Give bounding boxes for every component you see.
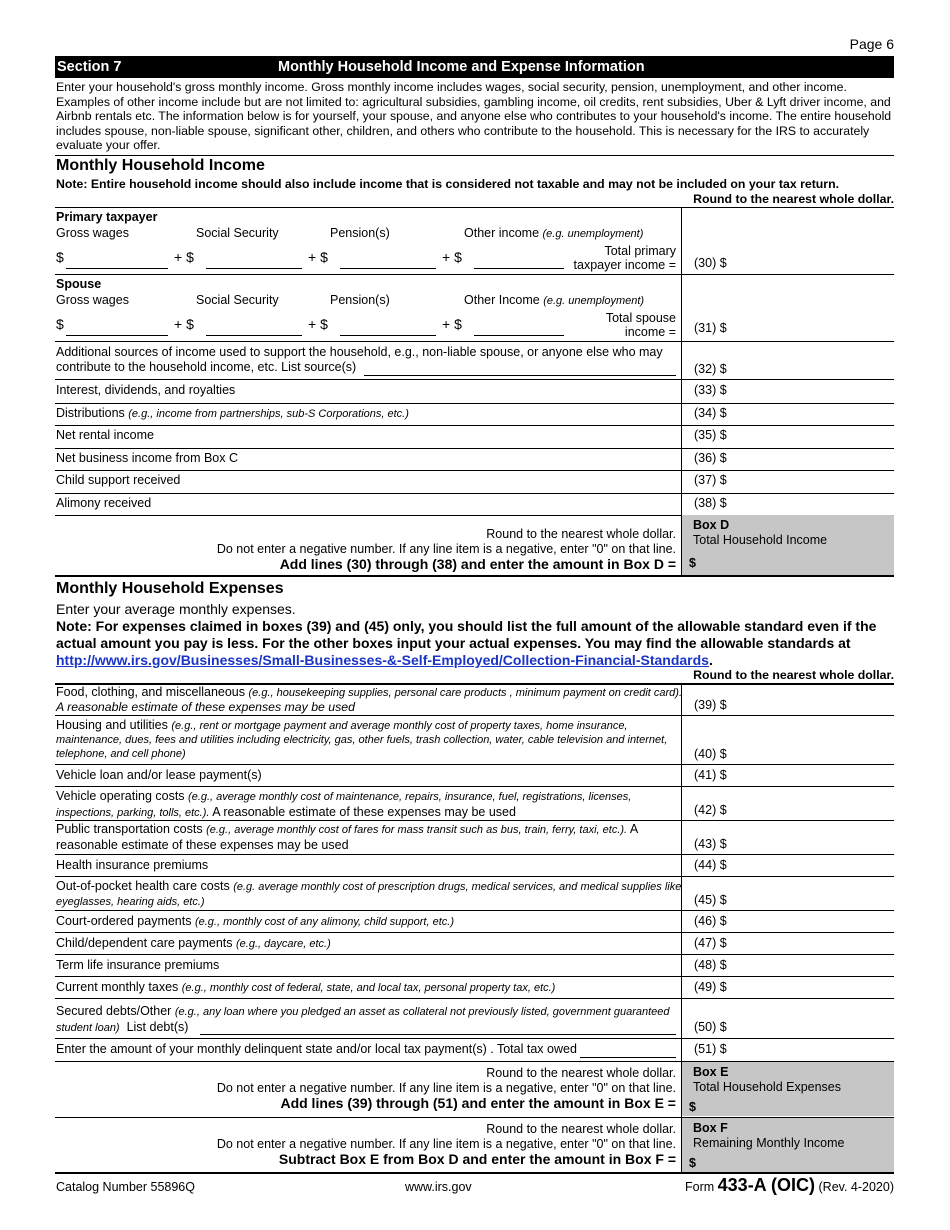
plus-dollar: + $ (308, 249, 328, 265)
line-49-code: (49) $ (694, 980, 727, 994)
section-header-bar (55, 56, 894, 78)
spouse-gross-wages-label: Gross wages (56, 293, 129, 307)
income-row-label (56, 406, 409, 420)
line-51-code: (51) $ (694, 1042, 727, 1056)
income-row-text: Alimony received (56, 495, 152, 510)
spouse-gross-wages-field[interactable] (66, 335, 168, 336)
box-d-dollar: $ (689, 556, 696, 570)
expenses-subheading: Enter your average monthly expenses. (56, 601, 296, 617)
line-42-hint: (e.g., average monthly cost of maintenance, repairs, insurance, fuel, registrations, licenses, (188, 791, 632, 803)
box-d-title: Box D (693, 518, 730, 532)
line-42-label: Vehicle operating costs (56, 789, 185, 803)
line-40-label: Housing and utilities (56, 718, 168, 732)
primary-other-income-hint: (e.g. unemployment) (542, 228, 644, 240)
divider (55, 764, 894, 765)
income-row-label (56, 496, 151, 510)
link-period: . (708, 652, 713, 668)
page-number: Page 6 (849, 36, 894, 52)
line-50-label: Secured debts/Other (56, 1004, 172, 1018)
spouse-total-label-1: Total spouse (605, 311, 676, 325)
additional-income-label-2: contribute to the household income, etc. List source(s) (56, 360, 357, 374)
spouse-social-security-label: Social Security (196, 293, 279, 307)
divider (55, 910, 894, 911)
form-prefix: Form (685, 1180, 715, 1194)
divider (55, 448, 894, 449)
line-47-label: Child/dependent care payments (56, 936, 233, 950)
line-43-hint: (e.g., average monthly cost of fares for mass transit such as bus, train, ferry, taxi, etc.). (206, 824, 628, 836)
divider (55, 341, 894, 342)
line-45-code: (45) $ (694, 893, 727, 907)
income-row-code[interactable]: (38) $ (694, 495, 727, 510)
primary-gross-wages-label: Gross wages (56, 226, 129, 240)
line-50-list-label: List debt(s) (126, 1020, 189, 1034)
divider (55, 932, 894, 933)
line-50-hint-2: student loan) (56, 1022, 120, 1034)
primary-other-income-field[interactable] (474, 268, 564, 269)
divider (55, 207, 894, 208)
line-39-note: A reasonable estimate of these expenses may be used (56, 700, 355, 714)
section-label: Section 7 (57, 59, 122, 75)
box-e-title: Box E (693, 1065, 729, 1079)
line-45-hint: (e.g. average monthly cost of prescription drugs, medical services, and medical supplies like (233, 881, 682, 893)
line-43-note: reasonable estimate of these expenses may be used (56, 838, 349, 852)
line-43-code: (43) $ (694, 837, 727, 851)
divider (55, 403, 894, 404)
primary-total-label-1: Total primary (604, 244, 676, 258)
expenses-heading: Monthly Household Expenses (56, 580, 284, 597)
line-44-label: Health insurance premiums (56, 858, 209, 872)
line-41-label: Vehicle loan and/or lease payment(s) (56, 768, 262, 782)
plus-dollar: + $ (442, 249, 462, 265)
spouse-social-security-field[interactable] (206, 335, 302, 336)
income-row-code[interactable]: (37) $ (694, 473, 727, 487)
plus-dollar: + $ (174, 249, 194, 265)
form-name: 433-A (OIC) (717, 1175, 816, 1195)
box-d-round-note: Round to the nearest whole dollar. (486, 527, 676, 541)
box-f[interactable] (682, 1118, 894, 1172)
income-heading: Monthly Household Income (56, 157, 265, 174)
box-f-subtitle: Remaining Monthly Income (693, 1136, 845, 1150)
box-e-dollar: $ (689, 1100, 696, 1114)
income-row-label (56, 428, 154, 442)
income-row-text: Child support received (56, 473, 181, 487)
line-49-hint: (e.g., monthly cost of federal, state, and local tax, personal property tax, etc.) (181, 982, 556, 994)
expenses-note-text: Note: For expenses claimed in boxes (39) and (45) only, you should list the full amount of the allowable standard even if the actual amount you pay is less. For the other boxes input your actual expenses. You may find the allowable standards at (56, 618, 877, 651)
divider (55, 998, 894, 999)
box-f-instruction: Subtract Box E from Box D and enter the amount in Box F = (278, 1151, 676, 1167)
line-48-code: (48) $ (694, 958, 727, 972)
divider (55, 854, 894, 855)
line-40-hint-2: maintenance, dues, fees and utilities including electricity, gas, other fuels, trash collection, water, cable television and internet, (56, 734, 668, 746)
line-49-label: Current monthly taxes (56, 980, 179, 994)
primary-other-income-label: Other income (464, 226, 540, 240)
line-40-hint-3: telephone, and cell phone) (56, 748, 186, 760)
secured-debts-list-field[interactable] (200, 1034, 676, 1035)
box-d-subtitle: Total Household Income (693, 533, 828, 547)
spouse-heading: Spouse (56, 277, 102, 291)
line-45-label: Out-of-pocket health care costs (56, 879, 230, 893)
expenses-round-note: Round to the nearest whole dollar. (693, 668, 894, 682)
box-d-instruction: Add lines (30) through (38) and enter the amount in Box D = (279, 556, 676, 572)
line-30-field[interactable] (682, 274, 894, 275)
box-f-dollar: $ (689, 1156, 696, 1170)
primary-social-security-label: Social Security (196, 226, 279, 240)
income-row-label (56, 451, 238, 465)
line-39-hint: (e.g., housekeeping supplies, personal care products , minimum payment on credit card). (248, 687, 682, 699)
line-47-code: (47) $ (694, 936, 727, 950)
line-45-hint-2: eyeglasses, hearing aids, etc.) (56, 896, 205, 908)
income-row-text: Net business income from Box C (56, 450, 239, 465)
divider (55, 976, 894, 977)
dollar-sign: $ (56, 249, 64, 265)
catalog-number: Catalog Number 55896Q (56, 1180, 195, 1194)
line-46-label: Court-ordered payments (56, 914, 192, 928)
primary-pension-field[interactable] (340, 268, 436, 269)
divider (55, 715, 894, 716)
divider (55, 274, 682, 275)
section-intro: Enter your household's gross monthly income. Gross monthly income includes wages, social security, pension, unemployment, and other income. Examples of other income include but are not limited to: agricultural subsidies, gambling income, oil credits, rent subsidies, Uber & Lyft driver income, and Airbnb rentals etc. The information below is for yourself, your spouse, and anyone else who contributes to your household's income. The entire household includes spouse, non-liable spouse, significant other, children, and others who contribute to the household. This is necessary for the IRS to accurately evaluate your offer. (56, 80, 892, 152)
total-tax-owed-field[interactable] (580, 1057, 676, 1058)
divider (55, 425, 894, 426)
box-f-negative-note: Do not enter a negative number. If any line item is a negative, enter "0" on that line. (216, 1137, 676, 1151)
plus-dollar: + $ (442, 316, 462, 332)
divider (55, 876, 894, 877)
income-row-code[interactable]: (36) $ (694, 450, 727, 465)
primary-heading: Primary taxpayer (56, 210, 158, 224)
divider (55, 1038, 894, 1039)
line-42-note: A reasonable estimate of these expenses may be used (212, 805, 516, 819)
line-39-code: (39) $ (694, 698, 727, 712)
divider (55, 786, 894, 787)
primary-gross-wages-field[interactable] (66, 268, 168, 269)
collection-standards-link[interactable]: http://www.irs.gov/Businesses/Small-Businesses-&-Self-Employed/Collection-Financial-Standards (56, 652, 709, 668)
income-round-note: Round to the nearest whole dollar. (693, 192, 894, 206)
line-50-hint: (e.g., any loan where you pledged an asset as collateral not previously listed, government guaranteed (174, 1006, 670, 1018)
additional-income-sources-field[interactable] (364, 375, 676, 376)
income-row-text: Interest, dividends, and royalties (56, 383, 236, 397)
box-e-instruction: Add lines (39) through (51) and enter the amount in Box E = (280, 1095, 676, 1111)
spouse-total-label-2: income = (624, 325, 676, 339)
primary-total-label-2: taxpayer income = (573, 258, 676, 272)
spouse-other-income-label: Other Income (464, 293, 540, 307)
box-d[interactable] (682, 515, 894, 575)
income-row-label (56, 383, 235, 397)
primary-pension-label: Pension(s) (330, 226, 390, 240)
website: www.irs.gov (405, 1180, 472, 1194)
income-row-label (56, 473, 180, 487)
line-32-code: (32) $ (694, 362, 727, 376)
divider (55, 1172, 894, 1174)
box-e[interactable] (682, 1062, 894, 1116)
expenses-note (56, 618, 892, 669)
spouse-other-income-field[interactable] (474, 335, 564, 336)
income-row-hint: (e.g., income from partnerships, sub-S Corporations, etc.) (128, 407, 409, 420)
line-44-code: (44) $ (694, 858, 727, 872)
line-40-code: (40) $ (694, 747, 727, 761)
income-note: Note: Entire household income should also include income that is considered not taxable and may not be included on your tax return. (56, 177, 840, 191)
line-42-hint-2: inspections, parking, tolls, etc.). (56, 807, 210, 819)
additional-income-label-1: Additional sources of income used to support the household, e.g., non-liable spouse, or anyone else who may (56, 345, 663, 359)
income-row-code[interactable]: (34) $ (694, 405, 727, 420)
line-43-note-start: A (629, 822, 639, 836)
line-46-hint: (e.g., monthly cost of any alimony, child support, etc.) (194, 916, 454, 928)
line-47-hint: (e.g., daycare, etc.) (236, 938, 331, 950)
spouse-other-income-hint: (e.g. unemployment) (543, 295, 645, 307)
line-41-code: (41) $ (694, 768, 727, 782)
form-revision: (Rev. 4-2020) (818, 1180, 894, 1194)
line-30-code: (30) $ (694, 256, 727, 270)
line-40-hint: (e.g., rent or mortgage payment and average monthly cost of property taxes, home insurance, (171, 720, 628, 732)
box-e-round-note: Round to the nearest whole dollar. (486, 1066, 676, 1080)
plus-dollar: + $ (308, 316, 328, 332)
income-row-text: Net rental income (56, 428, 154, 442)
divider (55, 470, 894, 471)
dollar-sign: $ (56, 316, 64, 332)
box-f-round-note: Round to the nearest whole dollar. (486, 1122, 676, 1136)
divider (55, 954, 894, 955)
spouse-pension-field[interactable] (340, 335, 436, 336)
line-31-code: (31) $ (694, 321, 727, 335)
box-e-subtitle: Total Household Expenses (693, 1080, 842, 1094)
plus-dollar: + $ (174, 316, 194, 332)
line-42-code: (42) $ (694, 803, 727, 817)
divider (55, 820, 894, 821)
primary-social-security-field[interactable] (206, 268, 302, 269)
divider (55, 155, 894, 156)
divider (55, 493, 894, 494)
box-f-title: Box F (693, 1121, 728, 1135)
box-e-negative-note: Do not enter a negative number. If any line item is a negative, enter "0" on that line. (216, 1081, 676, 1095)
line-50-code: (50) $ (694, 1020, 727, 1034)
section-title: Monthly Household Income and Expense Information (278, 59, 645, 75)
divider (55, 379, 894, 380)
spouse-pension-label: Pension(s) (330, 293, 390, 307)
income-row-code[interactable]: (35) $ (694, 428, 727, 442)
line-43-label: Public transportation costs (56, 822, 203, 836)
line-46-code: (46) $ (694, 914, 727, 928)
divider (55, 575, 894, 577)
line-51-label: Enter the amount of your monthly delinquent state and/or local tax payment(s) . Total tax owed (56, 1042, 577, 1056)
income-row-text: Distributions (56, 405, 125, 420)
income-row-code[interactable]: (33) $ (694, 383, 727, 397)
line-39-label: Food, clothing, and miscellaneous (56, 685, 246, 699)
line-48-label: Term life insurance premiums (56, 958, 220, 972)
box-d-negative-note: Do not enter a negative number. If any line item is a negative, enter "0" on that line. (216, 542, 676, 556)
